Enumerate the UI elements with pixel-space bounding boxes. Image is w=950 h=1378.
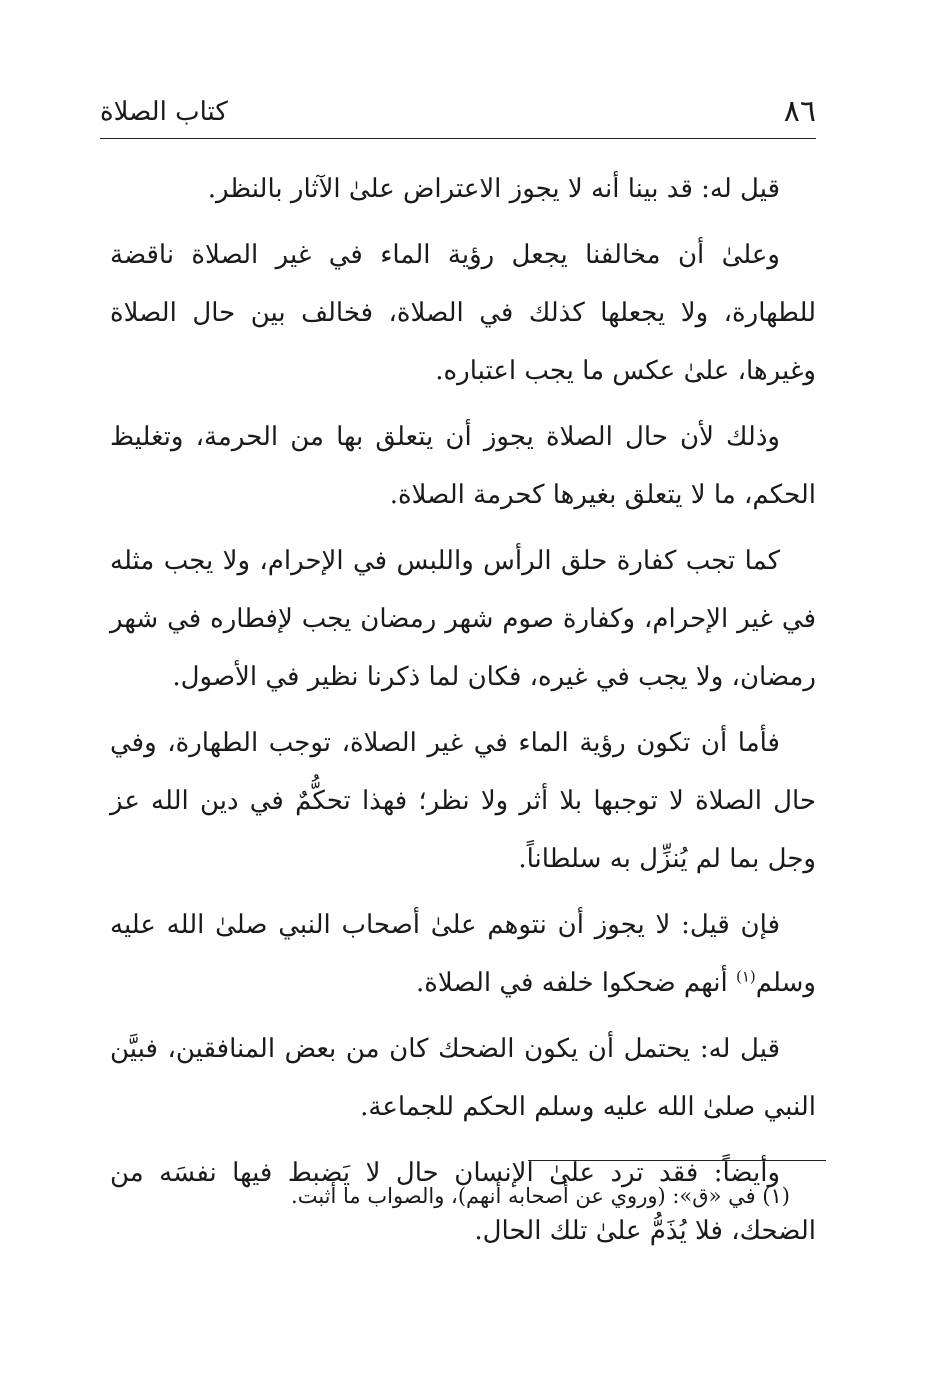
paragraph: وعلىٰ أن مخالفنا يجعل رؤية الماء في غير الصلاة ناقضة للطهارة، ولا يجعلها كذلك في الصلاة، فخالف بين حال الصلاة وغيرها، علىٰ عكس ما يجب اعتباره. (110, 240, 816, 386)
header-rule (100, 138, 816, 139)
paragraph-text: أنهم ضحكوا خلفه في الصلاة. (416, 968, 736, 998)
paragraph: كما تجب كفارة حلق الرأس واللبس في الإحرام، ولا يجب مثله في غير الإحرام، وكفارة صوم شهر رمضان يجب لإفطاره في شهر رمضان، ولا يجب في غيره، فكان لما ذكرنا نظير في الأصول. (110, 546, 816, 692)
paragraph: قيل له: قد بينا أنه لا يجوز الاعتراض علىٰ الآثار بالنظر. (207, 174, 780, 204)
paragraph: وأيضاً: فقد ترد علىٰ الإنسان حال لا يَضبط فيها نفسَه من الضحك، فلا يُذَمُّ علىٰ تلك الحال. (110, 1158, 816, 1246)
paragraph: قيل له: يحتمل أن يكون الضحك كان من بعض المنافقين، فبيَّن النبي صلىٰ الله عليه وسلم الحكم للجماعة. (110, 1034, 816, 1122)
footnote-rule (528, 1160, 826, 1161)
paragraph: فأما أن تكون رؤية الماء في غير الصلاة، توجب الطهارة، وفي حال الصلاة لا توجبها بلا أثر ولا نظر؛ فهذا تحكُّمٌ في دين الله عز وجل بما لم يُنزِّل به سلطاناً. (110, 728, 816, 874)
paragraph-text: فإن قيل: لا يجوز أن نتوهم علىٰ أصحاب النبي صلىٰ الله عليه وسلم (110, 910, 816, 998)
page-number: ٨٦ (783, 94, 816, 129)
paragraph: وذلك لأن حال الصلاة يجوز أن يتعلق بها من الحرمة، وتغليظ الحكم، ما لا يتعلق بغيرها كحرمة الصلاة. (110, 422, 816, 510)
footnote: (١) في «ق»: (وروي عن أصحابه أنهم)، والصواب ما أثبت. (291, 1184, 790, 1208)
footnote-reference[interactable]: (١) (735, 967, 756, 986)
page-header (100, 92, 816, 136)
running-title: كتاب الصلاة (100, 97, 228, 127)
paragraph-with-footnote (110, 896, 816, 1012)
main-text (110, 160, 816, 1268)
